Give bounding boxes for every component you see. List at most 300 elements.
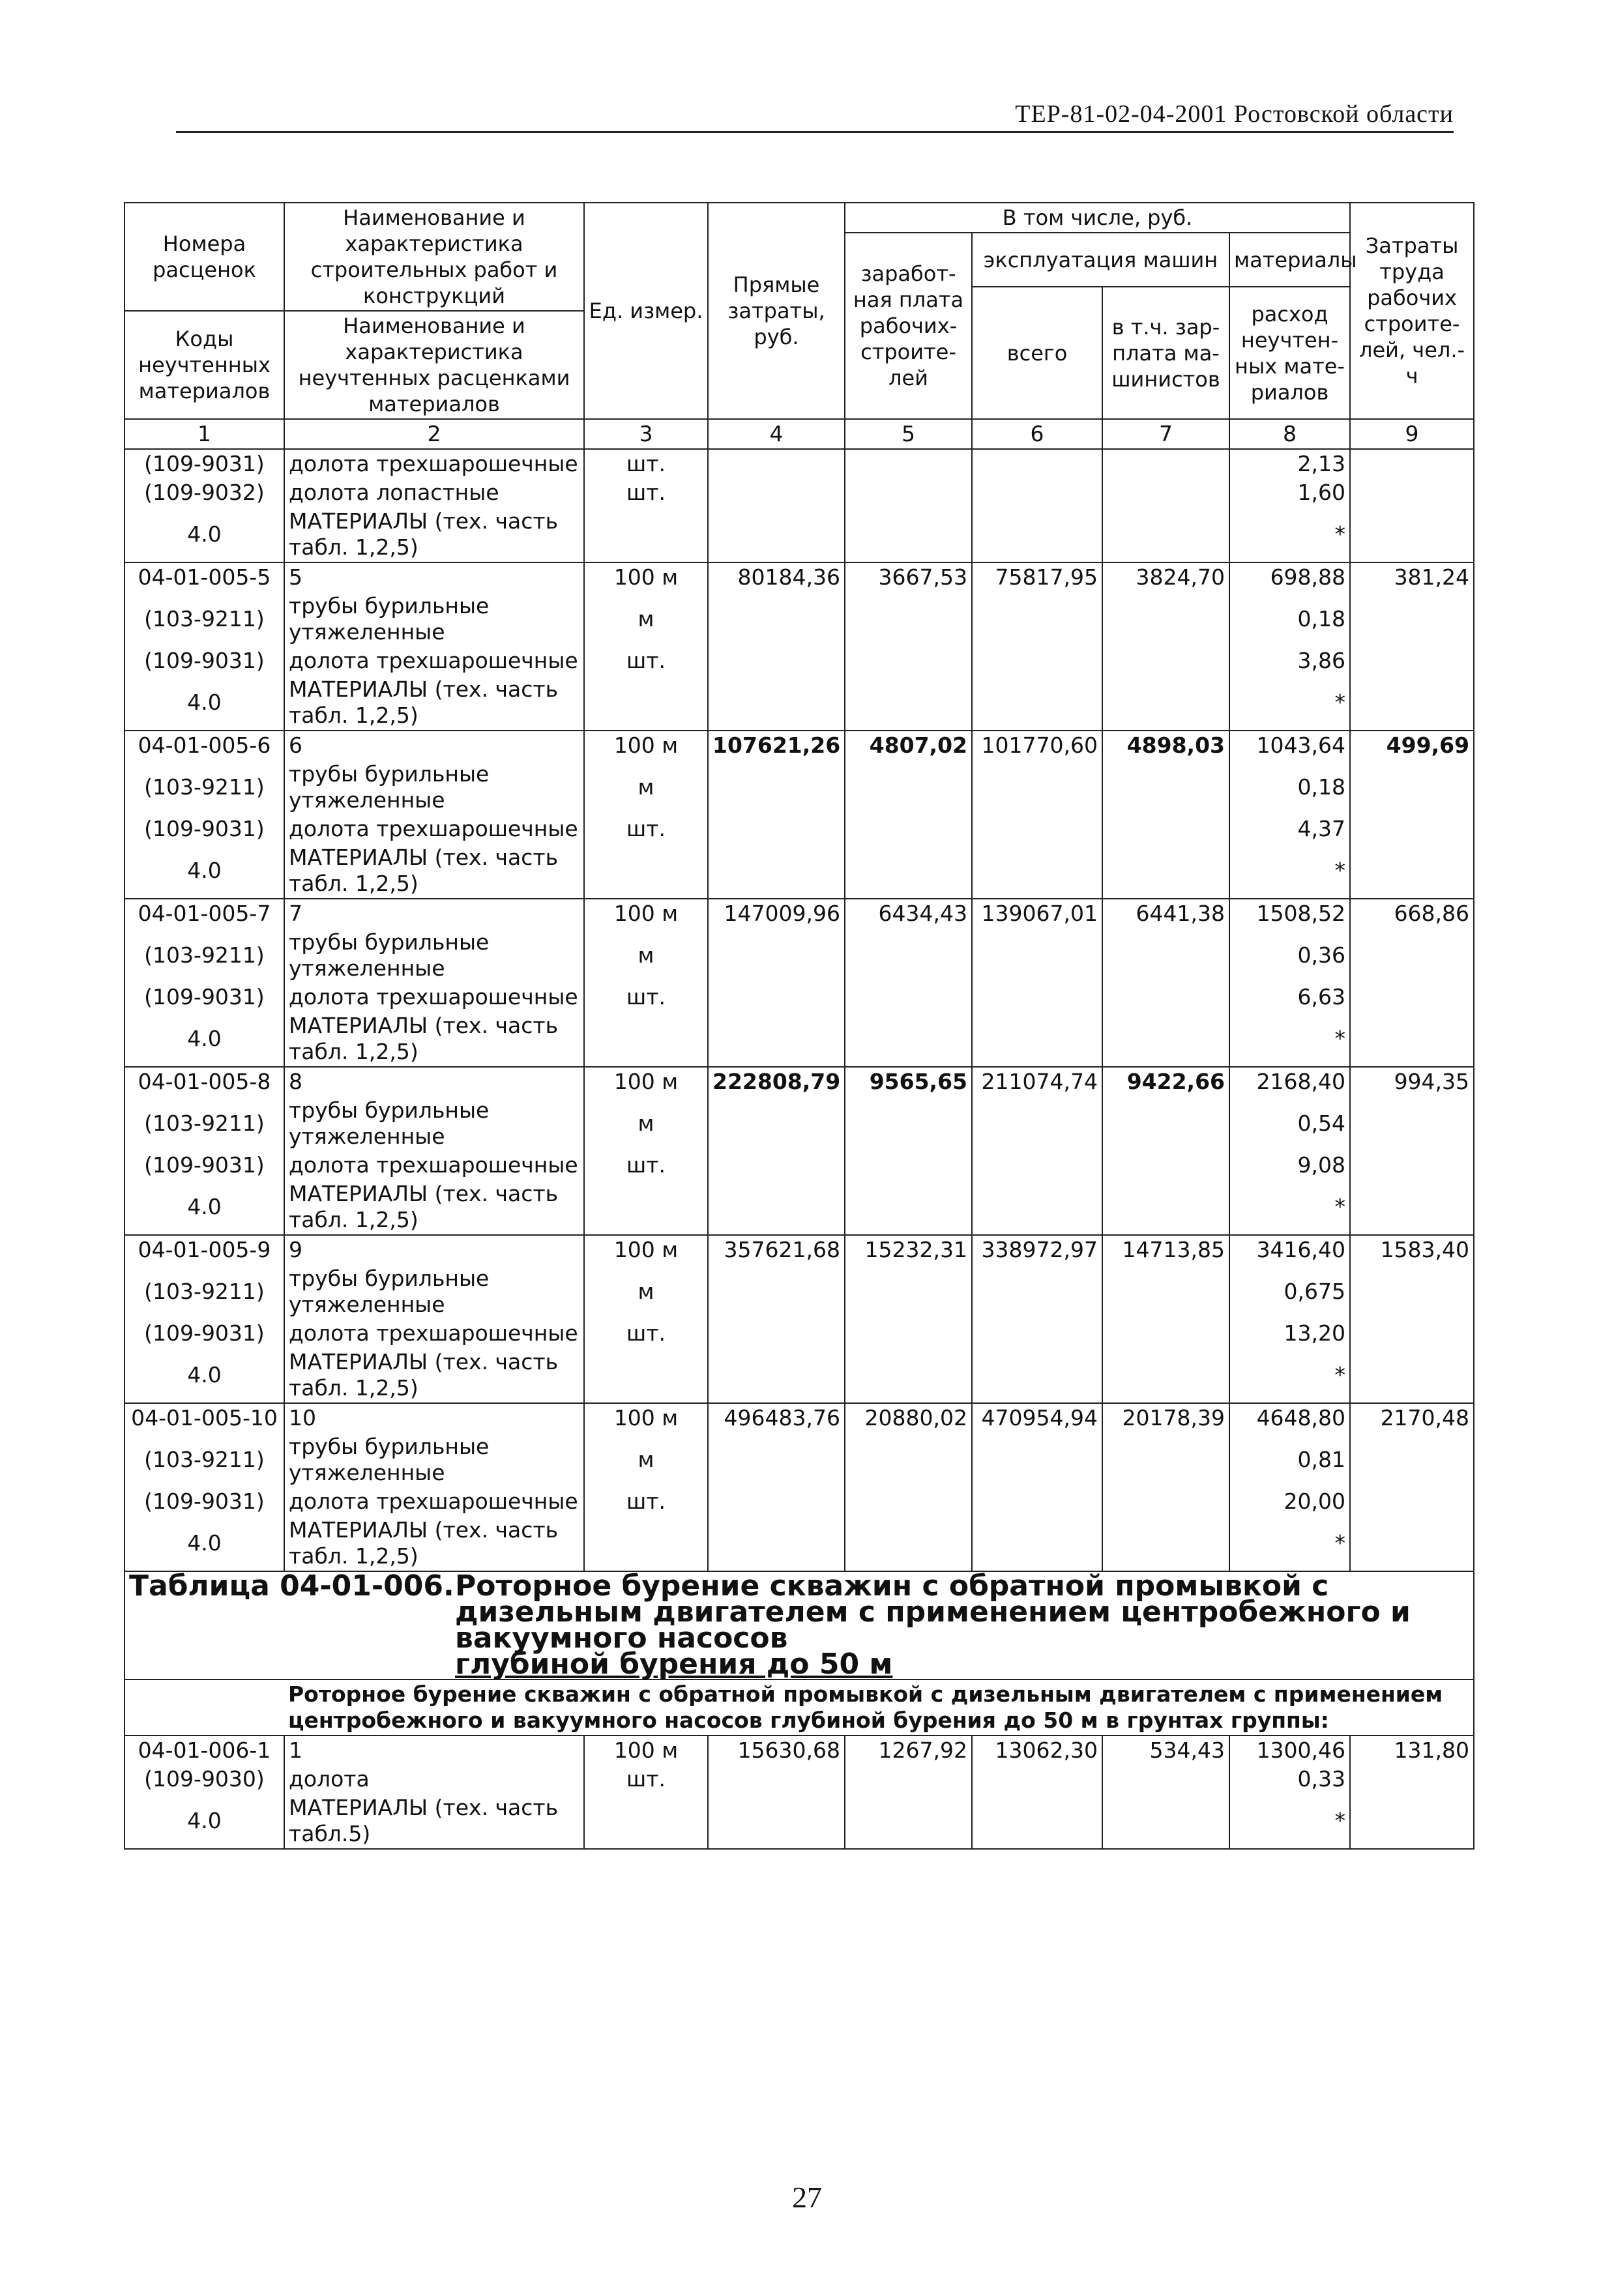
direct-costs-value: 222808,79 [708,1067,845,1096]
rate-code: 4.0 [125,1011,284,1067]
machines-wages-value [1102,1348,1229,1403]
wages-value [845,1516,972,1571]
wages-value [845,983,972,1011]
labor-value: 131,80 [1350,1736,1474,1765]
unit-value: 100 м [584,1736,708,1765]
materials-value: 20,00 [1229,1487,1350,1516]
wages-value: 9565,65 [845,1067,972,1096]
machines-total-value [972,1096,1102,1151]
materials-value: 4648,80 [1229,1403,1350,1432]
item-name: 10 [284,1403,584,1432]
unit-value [584,843,708,899]
machines-total-value [972,1180,1102,1235]
section-label: Таблица 04-01-006. [129,1569,454,1603]
unit-value: шт. [584,647,708,675]
item-name: трубы бурильные утяжеленные [284,1264,584,1319]
wages-value [845,478,972,507]
unit-value [584,675,708,731]
item-name: 5 [284,562,584,592]
item-name: долота трехшарошечные [284,1487,584,1516]
machines-wages-value [1102,592,1229,647]
direct-costs-value [708,1432,845,1487]
col-machines: эксплуатация машин [972,233,1229,287]
table-row [125,1096,1474,1151]
unit-value [584,507,708,562]
table-row [125,647,1474,675]
machines-wages-value [1102,843,1229,899]
machines-total-value [972,1516,1102,1571]
table-row [125,983,1474,1011]
rate-code: (109-9031) [125,1151,284,1180]
table-row [125,899,1474,928]
table-body-005 [125,449,1474,1571]
rate-code: (109-9031) [125,647,284,675]
machines-total-value [972,1151,1102,1180]
rate-code: (109-9030) [125,1765,284,1794]
unit-value: 100 м [584,731,708,760]
item-name: долота трехшарошечные [284,1319,584,1348]
machines-wages-value [1102,1765,1229,1794]
labor-value [1350,1516,1474,1571]
labor-value [1350,478,1474,507]
col-rate-numbers: Номера расценок [125,203,284,311]
table-row [125,1487,1474,1516]
labor-value: 499,69 [1350,731,1474,760]
machines-total-value: 211074,74 [972,1067,1102,1096]
direct-costs-value [708,478,845,507]
column-number: 1 [125,419,284,449]
direct-costs-value [708,592,845,647]
item-name: МАТЕРИАЛЫ (тех. часть табл.5) [284,1794,584,1849]
wages-value: 3667,53 [845,562,972,592]
machines-total-value [972,449,1102,478]
rate-code: 4.0 [125,1516,284,1571]
item-name: МАТЕРИАЛЫ (тех. часть табл. 1,2,5) [284,843,584,899]
direct-costs-value: 496483,76 [708,1403,845,1432]
rate-code: 4.0 [125,507,284,562]
unit-value: шт. [584,478,708,507]
machines-total-value [972,815,1102,843]
machines-wages-value: 9422,66 [1102,1067,1229,1096]
materials-value: * [1229,675,1350,731]
unit-value [584,1794,708,1849]
item-name: долота трехшарошечные [284,449,584,478]
unit-value: шт. [584,1319,708,1348]
page-number: 27 [792,2181,822,2214]
column-number: 7 [1102,419,1229,449]
wages-value [845,1180,972,1235]
wages-value [845,1151,972,1180]
machines-wages-value: 534,43 [1102,1736,1229,1765]
machines-wages-value [1102,928,1229,983]
materials-value: 6,63 [1229,983,1350,1011]
materials-value: 0,36 [1229,928,1350,983]
table-row [125,592,1474,647]
col-material-codes: Коды неучтенных материалов [125,311,284,419]
unit-value: м [584,760,708,815]
direct-costs-value [708,1487,845,1516]
item-name: МАТЕРИАЛЫ (тех. часть табл. 1,2,5) [284,1180,584,1235]
machines-total-value [972,760,1102,815]
table-row [125,843,1474,899]
unit-value: шт. [584,1487,708,1516]
direct-costs-value: 357621,68 [708,1235,845,1264]
col-machines-wages: в т.ч. зар-плата ма-шинистов [1102,287,1229,419]
table-row [125,507,1474,562]
machines-total-value [972,1264,1102,1319]
direct-costs-value [708,983,845,1011]
item-name: 6 [284,731,584,760]
rate-code: 4.0 [125,1348,284,1403]
rate-code: (103-9211) [125,1096,284,1151]
wages-value [845,1765,972,1794]
machines-total-value: 139067,01 [972,899,1102,928]
item-name: долота трехшарошечные [284,815,584,843]
col-material-names: Наименование и характеристика неучтенных расценками материалов [284,311,584,419]
direct-costs-value: 15630,68 [708,1736,845,1765]
machines-total-value [972,983,1102,1011]
direct-costs-value [708,1264,845,1319]
rates-table [124,202,1475,1850]
machines-wages-value: 6441,38 [1102,899,1229,928]
materials-value: 9,08 [1229,1151,1350,1180]
table-row [125,562,1474,592]
table-row [125,731,1474,760]
unit-value: шт. [584,1151,708,1180]
section-caption [125,1571,1474,1679]
labor-value [1350,675,1474,731]
unit-value: м [584,928,708,983]
machines-total-value [972,1319,1102,1348]
item-name: трубы бурильные утяжеленные [284,1096,584,1151]
machines-total-value [972,1487,1102,1516]
materials-value: 3416,40 [1229,1235,1350,1264]
direct-costs-value [708,449,845,478]
col-unit: Ед. измер. [584,203,708,419]
table-row [125,1151,1474,1180]
wages-value [845,1487,972,1516]
direct-costs-value [708,1348,845,1403]
item-name: МАТЕРИАЛЫ (тех. часть табл. 1,2,5) [284,1011,584,1067]
table-row [125,1264,1474,1319]
wages-value: 6434,43 [845,899,972,928]
materials-value: 1043,64 [1229,731,1350,760]
item-name: МАТЕРИАЛЫ (тех. часть табл. 1,2,5) [284,1348,584,1403]
machines-total-value [972,843,1102,899]
rate-code: (109-9031) [125,449,284,478]
wages-value [845,1011,972,1067]
machines-wages-value [1102,1180,1229,1235]
materials-value: 4,37 [1229,815,1350,843]
unit-value: м [584,592,708,647]
section-title-depth: глубиной бурения до 50 м [455,1648,893,1681]
machines-wages-value [1102,1011,1229,1067]
document-code: ТЕР-81-02-04-2001 Ростовской области [1015,100,1454,128]
materials-value: 0,18 [1229,760,1350,815]
materials-value: * [1229,507,1350,562]
rate-code: 04-01-006-1 [125,1736,284,1765]
unit-value: шт. [584,1765,708,1794]
machines-wages-value [1102,1794,1229,1849]
col-including: В том числе, руб. [845,203,1350,233]
labor-value [1350,449,1474,478]
rate-code: 4.0 [125,675,284,731]
unit-value: 100 м [584,1067,708,1096]
unit-value [584,1516,708,1571]
item-name: трубы бурильные утяжеленные [284,592,584,647]
machines-wages-value: 4898,03 [1102,731,1229,760]
machines-wages-value [1102,1096,1229,1151]
direct-costs-value [708,1180,845,1235]
labor-value [1350,1432,1474,1487]
labor-value [1350,815,1474,843]
wages-value [845,647,972,675]
table-row [125,1794,1474,1849]
machines-total-value: 101770,60 [972,731,1102,760]
wages-value [845,1319,972,1348]
labor-value [1350,760,1474,815]
labor-value [1350,507,1474,562]
materials-value: * [1229,843,1350,899]
rate-code: (109-9031) [125,1487,284,1516]
item-name: МАТЕРИАЛЫ (тех. часть табл. 1,2,5) [284,1516,584,1571]
labor-value [1350,1180,1474,1235]
wages-value [845,815,972,843]
direct-costs-value [708,1319,845,1348]
labor-value [1350,1765,1474,1794]
materials-value: * [1229,1348,1350,1403]
table-row [125,1736,1474,1765]
column-number: 9 [1350,419,1474,449]
labor-value [1350,1794,1474,1849]
machines-wages-value [1102,478,1229,507]
machines-total-value [972,1794,1102,1849]
machines-wages-value [1102,760,1229,815]
wages-value [845,1264,972,1319]
machines-wages-value [1102,675,1229,731]
machines-wages-value [1102,1264,1229,1319]
rate-code: 4.0 [125,1794,284,1849]
rate-code: 04-01-005-5 [125,562,284,592]
direct-costs-value [708,1011,845,1067]
rate-code: (109-9031) [125,1319,284,1348]
table-row [125,478,1474,507]
machines-total-value [972,1432,1102,1487]
col-wages: заработ-ная плата рабочих-строите-лей [845,233,972,419]
unit-value [584,1180,708,1235]
unit-value: м [584,1096,708,1151]
labor-value [1350,592,1474,647]
direct-costs-value [708,647,845,675]
item-name: 7 [284,899,584,928]
item-name: трубы бурильные утяжеленные [284,1432,584,1487]
column-number: 2 [284,419,584,449]
materials-value: 0,33 [1229,1765,1350,1794]
rate-code: 04-01-005-10 [125,1403,284,1432]
machines-wages-value [1102,983,1229,1011]
rate-code: (103-9211) [125,928,284,983]
direct-costs-value: 80184,36 [708,562,845,592]
table-section-006 [125,1571,1474,1736]
labor-value [1350,1319,1474,1348]
machines-wages-value [1102,1319,1229,1348]
table-row [125,760,1474,815]
item-name: долота лопастные [284,478,584,507]
machines-wages-value: 14713,85 [1102,1235,1229,1264]
table-row [125,1235,1474,1264]
unit-value [584,1011,708,1067]
item-name: МАТЕРИАЛЫ (тех. часть табл. 1,2,5) [284,675,584,731]
machines-total-value [972,1011,1102,1067]
machines-wages-value: 3824,70 [1102,562,1229,592]
labor-value [1350,1096,1474,1151]
machines-wages-value [1102,1487,1229,1516]
rate-code: (103-9211) [125,760,284,815]
materials-value: 13,20 [1229,1319,1350,1348]
rate-code: 04-01-005-6 [125,731,284,760]
rate-code: (103-9211) [125,592,284,647]
column-numbers-row [125,419,1474,449]
unit-value: м [584,1264,708,1319]
wages-value [845,449,972,478]
col-machines-total: всего [972,287,1102,419]
rate-code: 04-01-005-7 [125,899,284,928]
rate-code: 4.0 [125,843,284,899]
labor-value [1350,1011,1474,1067]
labor-value: 2170,48 [1350,1403,1474,1432]
machines-total-value [972,507,1102,562]
machines-total-value [972,1348,1102,1403]
table-body-006 [125,1736,1474,1849]
labor-value [1350,1348,1474,1403]
wages-value: 4807,02 [845,731,972,760]
col-materials: материалы [1229,233,1350,287]
table-row [125,449,1474,478]
direct-costs-value [708,843,845,899]
materials-value: 2,13 [1229,449,1350,478]
wages-value [845,675,972,731]
direct-costs-value [708,507,845,562]
table-row [125,1348,1474,1403]
machines-total-value [972,1765,1102,1794]
direct-costs-value [708,1765,845,1794]
wages-value [845,1432,972,1487]
unit-value: шт. [584,449,708,478]
unit-value: 100 м [584,1235,708,1264]
unit-value: 100 м [584,1403,708,1432]
labor-value: 1583,40 [1350,1235,1474,1264]
direct-costs-value [708,815,845,843]
unit-value: 100 м [584,562,708,592]
rate-code: (109-9031) [125,983,284,1011]
column-number: 8 [1229,419,1350,449]
rate-code: (109-9031) [125,815,284,843]
wages-value: 15232,31 [845,1235,972,1264]
table-row [125,1516,1474,1571]
item-name: долота [284,1765,584,1794]
machines-wages-value [1102,449,1229,478]
wages-value [845,507,972,562]
wages-value: 1267,92 [845,1736,972,1765]
wages-value [845,1348,972,1403]
labor-value [1350,647,1474,675]
rate-code: 04-01-005-8 [125,1067,284,1096]
machines-total-value: 13062,30 [972,1736,1102,1765]
machines-total-value: 338972,97 [972,1235,1102,1264]
materials-value: 0,18 [1229,592,1350,647]
machines-total-value [972,592,1102,647]
wages-value [845,760,972,815]
item-name: 8 [284,1067,584,1096]
direct-costs-value [708,1151,845,1180]
machines-wages-value [1102,815,1229,843]
direct-costs-value [708,1516,845,1571]
table-row [125,1011,1474,1067]
direct-costs-value: 107621,26 [708,731,845,760]
table-row [125,815,1474,843]
materials-value: * [1229,1180,1350,1235]
machines-total-value: 75817,95 [972,562,1102,592]
materials-value: * [1229,1011,1350,1067]
machines-total-value [972,675,1102,731]
materials-value: 3,86 [1229,647,1350,675]
item-name: долота трехшарошечные [284,983,584,1011]
table-row [125,675,1474,731]
wages-value [845,1096,972,1151]
machines-total-value: 470954,94 [972,1403,1102,1432]
table-header [125,203,1474,449]
table-row [125,1180,1474,1235]
col-labor: Затраты труда рабочих строите-лей, чел.-ч [1350,203,1474,419]
machines-wages-value: 20178,39 [1102,1403,1229,1432]
direct-costs-value [708,928,845,983]
column-number: 5 [845,419,972,449]
wages-value [845,843,972,899]
column-number: 4 [708,419,845,449]
machines-wages-value [1102,507,1229,562]
materials-value: 1300,46 [1229,1736,1350,1765]
materials-value: * [1229,1516,1350,1571]
labor-value [1350,1487,1474,1516]
section-subtitle: Роторное бурение скважин с обратной промывкой с дизельным двигателем с применением центробежного и вакуумного насосов глубиной бурения до 50 м в грунтах группы: [125,1679,1474,1736]
item-name: долота трехшарошечные [284,647,584,675]
machines-total-value [972,478,1102,507]
column-number: 6 [972,419,1102,449]
direct-costs-value [708,675,845,731]
col-work-name: Наименование и характеристика строительных работ и конструкций [284,203,584,311]
table-row [125,1319,1474,1348]
direct-costs-value [708,1096,845,1151]
labor-value [1350,843,1474,899]
machines-wages-value [1102,647,1229,675]
wages-value: 20880,02 [845,1403,972,1432]
materials-value: 1,60 [1229,478,1350,507]
col-direct-costs: Прямые затраты, руб. [708,203,845,419]
materials-value: 698,88 [1229,562,1350,592]
rate-code: (103-9211) [125,1264,284,1319]
item-name: трубы бурильные утяжеленные [284,760,584,815]
wages-value [845,1794,972,1849]
col-materials-use: расход неучтен-ных мате-риалов [1229,287,1350,419]
unit-value: м [584,1432,708,1487]
item-name: долота трехшарошечные [284,1151,584,1180]
direct-costs-value: 147009,96 [708,899,845,928]
machines-wages-value [1102,1151,1229,1180]
labor-value: 668,86 [1350,899,1474,928]
table-row [125,1765,1474,1794]
item-name: 1 [284,1736,584,1765]
direct-costs-value [708,1794,845,1849]
